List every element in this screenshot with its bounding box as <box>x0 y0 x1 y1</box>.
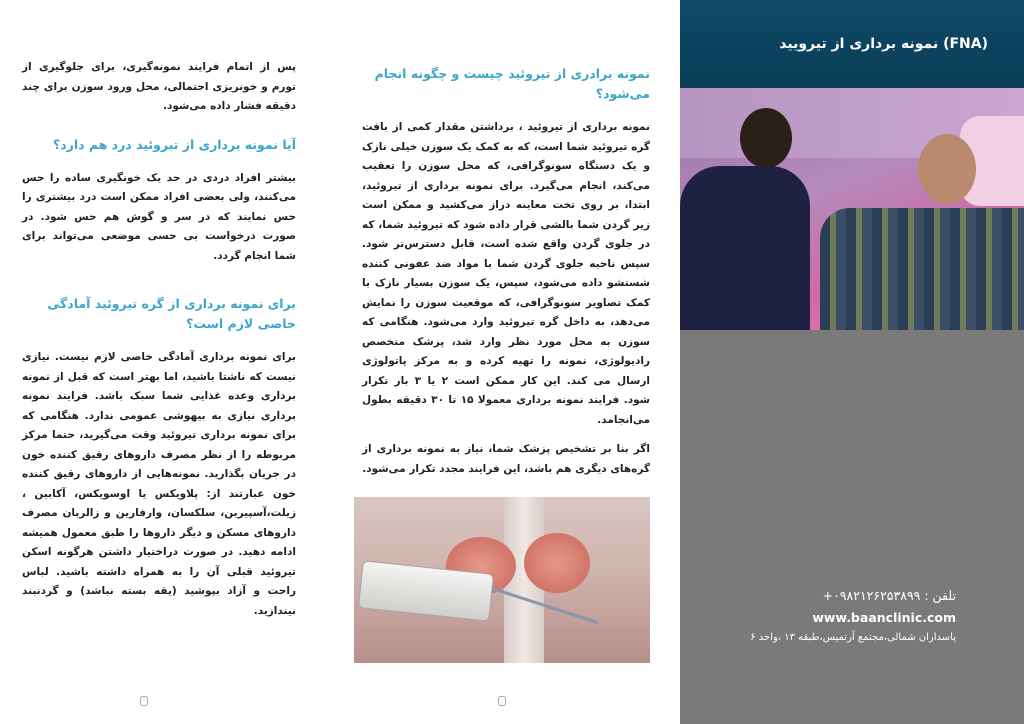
contact-address: پاسداران شمالی،مجتمع آرتمیس،طبقه ۱۳ ،واحد ۶ <box>750 632 956 643</box>
cover-panel <box>680 0 1024 724</box>
left-column <box>0 0 340 724</box>
clinic-logo <box>140 696 148 706</box>
pain-heading: آیا نمونه برداری از تیروئید درد هم دارد؟ <box>52 136 296 152</box>
repeat-paragraph: اگر بنا بر تشخیص پزشک شما، نیاز به نمونه برداری از گره‌های دیگری هم باشد، این فرایند مجدد تکرار می‌شود. <box>362 443 650 475</box>
preparation-heading: برای نمونه برداری از گره تیروئید آمادگی خاصی لازم است؟ <box>47 296 296 331</box>
photo-doctor-head <box>740 108 792 168</box>
brochure-title: (FNA) نمونه برداری از تیرویید <box>779 36 988 52</box>
contact-website: www.baanclinic.com <box>812 610 956 625</box>
clinic-logo <box>498 696 506 706</box>
thyroid-biopsy-illustration <box>354 497 650 663</box>
what-is-heading: نمونه برادری از تیروئید چیست و چگونه انجام می‌شود؟ <box>374 66 650 101</box>
what-is-paragraph: نمونه برداری از تیروئید ، برداشتن مقدار کمی از بافت گره تیروئید شما است، که به کمک یک سوزن خیلی نازک و یک دستگاه سونوگرافی، که محل سوزن را تعقیب می‌کند، انجام می‌گیرد. برای نمونه برداری از تیروئید، ابتدا، بر روی تخت معاینه دراز می‌کشید و ممکن است زیر گردن شما بالشی قرار داده شود که تیروئید شما، که در جلوی گردن واقع شده است، قابل دسترس‌تر شود. سپس ناحیه جلوی گردن شما با مواد ضد عفونی کننده شستشو داده می‌شود، سپس، یک سوزن بسیار نازک با کمک تصاویر سونوگرافی، که موقعیت سوزن را نمایش می‌دهد، به داخل گره تیروئید وارد می‌شود. هنگامی که سوزن به محل مورد نظر وارد شد، پزشک متخصص رادیولوژی، نمونه را تهیه کرده و به مرکز پاتولوژی ارسال می کند. این کار ممکن است ۲ یا ۳ بار تکرار شود. فرایند نمونه برداری معمولا ۱۵ تا ۳۰ دقیقه بطول می‌انجامد. <box>362 121 650 426</box>
pain-paragraph: بیشتر افراد دردی در حد یک خونگیری ساده را حس می‌کنند، ولی بعضی افراد ممکن است درد بیشتری را حس نمایند که در سر و گوش هم حس شود. در صورت درخواست بی حسی موضعی می‌تواند برای شما انجام گردد. <box>22 171 296 262</box>
thyroid-lobe-right <box>524 533 590 593</box>
title-banner <box>680 0 1024 88</box>
photo-doctor <box>680 166 810 330</box>
preparation-paragraph: برای نمونه برداری آمادگی خاصی لازم نیست. نیازی نیست که ناشتا باشید، اما بهتر است که قبل از نمونه برداری وعده غذایی شما سبک باشد. فرایند نمونه برداری نیازی به بیهوشی عمومی ندارد. هنگامی که برای نمونه برداری تیروئید وقت می‌گیرید، حتما مرکز مربوطه را از نظر مصرف داروهای رقیق کننده خون در جریان بگذارید. نمونه‌هایی از داروهای رقیق کننده خون عبارتند از: پلاویکس یا اوسویکس، آکابین ، زیلت،آسپیرین، سلکسان، وارفارین و زالربان مصرف داروهای مسکن و دیگر داروها را طبق معمول همیشه ادامه دهید. در صورت دراختیار داشتن هرگونه اسکن تیروئید قبلی آن را به همراه داشته باشید. لباس راحت و آزاد بپوشید (یقه بسته نباشد) و گردنبند نیندازید. <box>22 351 296 617</box>
photo-patient-body <box>820 208 1024 330</box>
contact-phone: تلفن : ۰۹۸۲۱۲۶۲۵۳۸۹۹+ <box>822 588 956 603</box>
middle-column <box>340 0 680 724</box>
photo-patient-head <box>918 134 976 204</box>
clinic-logo-icon <box>140 696 148 706</box>
procedure-photo <box>680 88 1024 330</box>
clinic-logo-icon <box>498 696 506 706</box>
post-procedure-paragraph: پس از اتمام فرایند نمونه‌گیری، برای جلوگیری از تورم و خونریزی احتمالی، محل ورود سوزن برای چند دقیقه فشار داده می‌شود. <box>22 61 296 112</box>
